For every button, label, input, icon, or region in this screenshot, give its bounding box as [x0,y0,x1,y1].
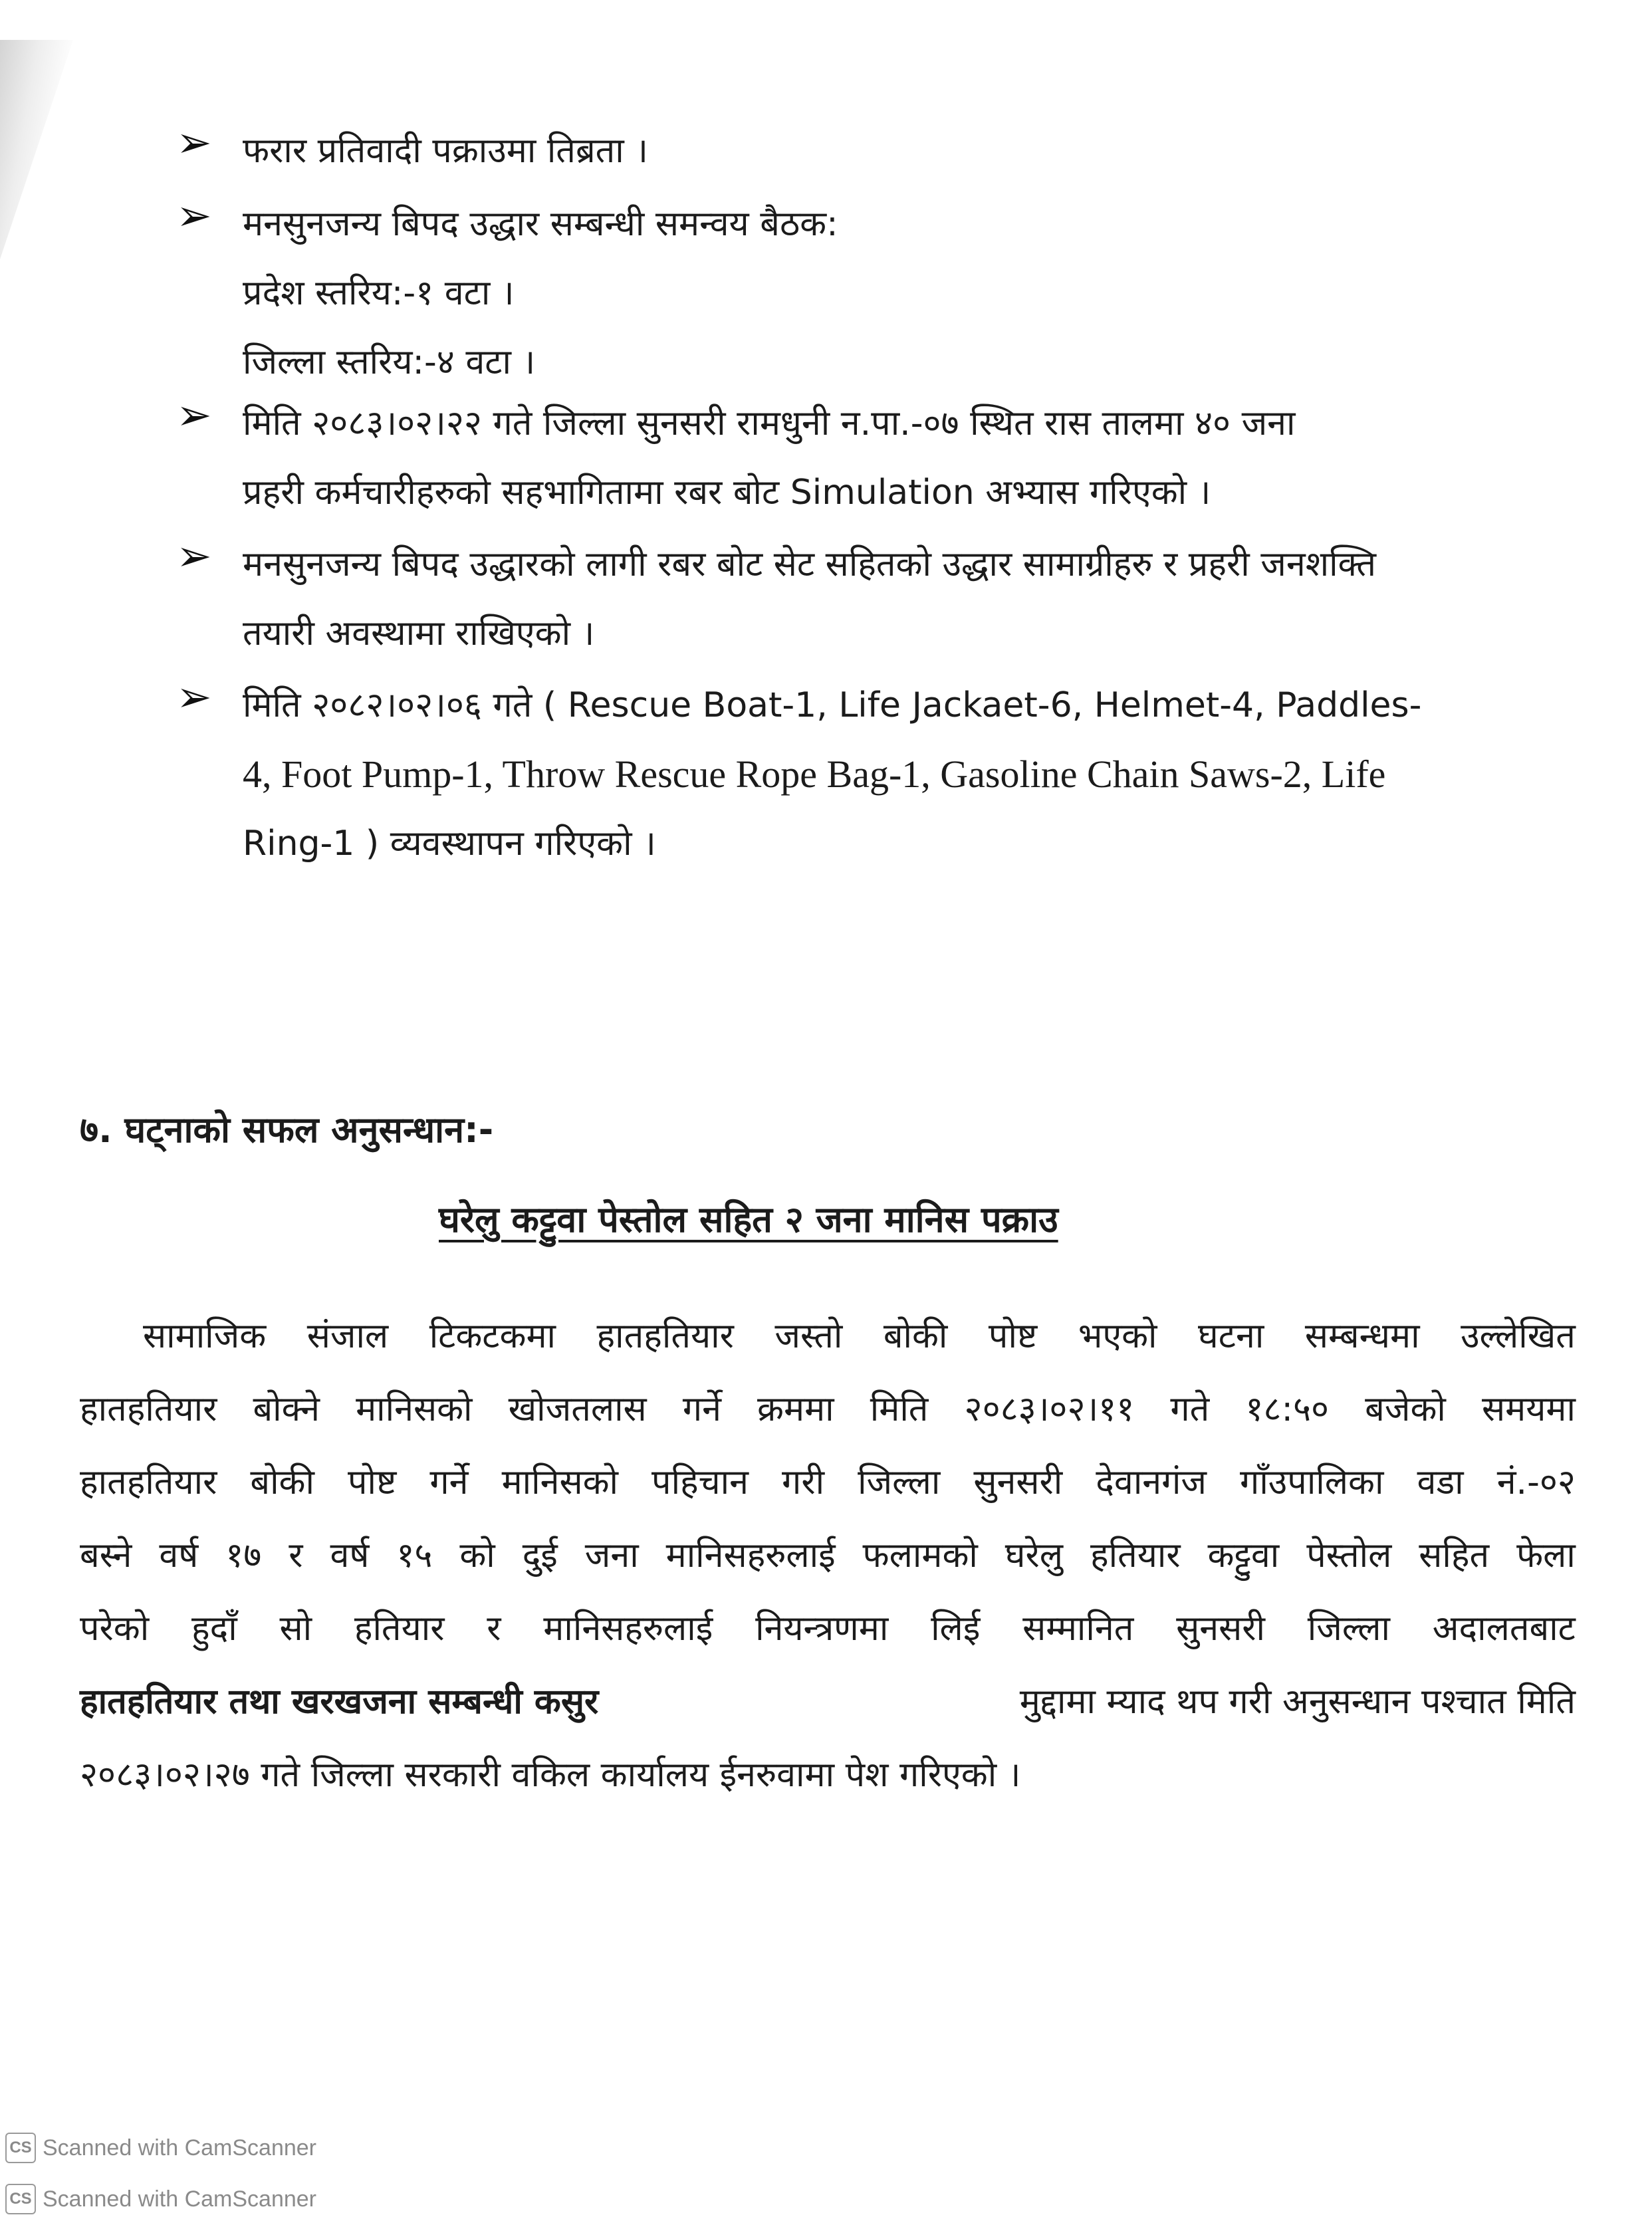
word: पोष्ट [988,1316,1038,1356]
bullet-line: प्रहरी कर्मचारीहरुको सहभागितामा रबर बोट Simulation अभ्यास गरिएको । [243,473,1211,513]
word: मानिसहरुलाई [543,1609,713,1649]
word: गरी [782,1463,825,1502]
arrow-bullet-icon: ➢ [176,191,212,241]
word: सुनसरी [1176,1609,1266,1649]
bold-offense-phrase: हातहतियार तथा खरखजना सम्बन्धी कसुर [80,1682,599,1722]
watermark-text: Scanned with CamScanner [43,2135,317,2161]
camscanner-logo-icon: CS [5,2184,36,2214]
word: हातहतियार [596,1316,734,1356]
word: १७ [225,1536,262,1576]
bullet-line: फरार प्रतिवादी पक्राउमा तिब्रता । [243,131,648,171]
word: गते [1170,1389,1210,1429]
word: फलामको [862,1536,978,1576]
word: भएको [1078,1316,1157,1356]
incident-subheading: घरेलु कट्टुवा पेस्तोल सहित २ जना मानिस पक्राउ [439,1199,1058,1240]
word: हातहतियार [80,1389,217,1429]
paragraph-line [80,1300,1576,1373]
word: बोक्ने [253,1389,320,1429]
word: समयमा [1481,1389,1576,1429]
word: गर्ने [682,1389,721,1429]
word: को [459,1536,495,1576]
word: मानिसको [356,1389,473,1429]
word: सो [279,1609,312,1649]
word: जस्तो [774,1316,843,1356]
bullet-line: प्रदेश स्तरिय:-१ वटा । [243,273,515,313]
bullet-item [170,189,1566,389]
bullet-line: मनसुनजन्य बिपद उद्धारको लागी रबर बोट सेट सहितको उद्धार सामाग्रीहरु र प्रहरी जनशक्ति [243,544,1377,584]
word: वर्ष [159,1536,199,1576]
word: मिति [870,1389,929,1429]
bullet-line: जिल्ला स्तरिय:-४ वटा । [243,342,536,382]
word: अदालतबाट [1432,1609,1576,1649]
word: १८:५० [1245,1389,1330,1429]
word: १५ [396,1536,433,1576]
word: सम्मानित [1022,1609,1134,1649]
word: वडा [1417,1463,1464,1502]
word: वर्ष [330,1536,370,1576]
word: बजेको [1365,1389,1446,1429]
bullet-item [170,530,1566,671]
paragraph-line-with-bold [80,1665,1576,1738]
bullet-line: मनसुनजन्य बिपद उद्धार सम्बन्धी समन्वय बैठक: [243,204,838,244]
word: जना [584,1536,639,1576]
bullet-list [170,116,1566,897]
word: सामाजिक [143,1316,267,1356]
page-fold-shadow [0,40,73,259]
bullet-item [170,116,1566,189]
word: र [289,1536,303,1576]
paragraph-line [80,1373,1576,1446]
word: पोष्ट [347,1463,397,1502]
bullet-item [170,671,1566,897]
watermark-text: Scanned with CamScanner [43,2186,317,2212]
camscanner-watermark [5,2133,316,2163]
word: जिल्ला [858,1463,941,1502]
word: बोकी [883,1316,948,1356]
word: हुदाँ [191,1609,237,1649]
paragraph-text: मुद्दामा म्याद थप गरी अनुसन्धान पश्चात मिति [1019,1682,1576,1722]
incident-paragraph [80,1300,1576,1812]
word: मानिसको [501,1463,619,1502]
paragraph-line [80,1446,1576,1519]
word: नं.-०२ [1496,1463,1576,1502]
word: २०८३।०२।११ [964,1389,1135,1429]
bullet-line: मिति २०८२।०२।०६ गते ( Rescue Boat-1, Life Jackaet-6, Helmet-4, Paddles- [243,685,1422,725]
word: जिल्ला [1307,1609,1391,1649]
word: बस्ने [80,1536,132,1576]
bullet-line: Ring-1 ) व्यवस्थापन गरिएको । [243,824,656,864]
word: क्रममा [757,1389,834,1429]
word: सम्बन्धमा [1304,1316,1420,1356]
arrow-bullet-icon: ➢ [176,118,212,168]
word: हतियार [1090,1536,1181,1576]
camscanner-logo-icon: CS [5,2133,36,2163]
word: पेस्तोल [1306,1536,1392,1576]
word: सहित [1419,1536,1490,1576]
word: लिई [931,1609,981,1649]
paragraph-line [80,1592,1576,1665]
word: उल्लेखित [1461,1316,1576,1356]
paragraph-line: २०८३।०२।२७ गते जिल्ला सरकारी वकिल कार्यालय ईनरुवामा पेश गरिएको । [80,1755,1021,1795]
word: सुनसरी [973,1463,1063,1502]
arrow-bullet-icon: ➢ [176,673,212,722]
word: टिकटकमा [429,1316,556,1356]
bullet-line: मिति २०८३।०२।२२ गते जिल्ला सुनसरी रामधुनी न.पा.-०७ स्थित रास तालमा ४० जना [243,404,1296,443]
word: गाँउपालिका [1240,1463,1384,1502]
word: दुई [522,1536,558,1576]
paragraph-line [80,1519,1576,1592]
bullet-line: 4, Foot Pump-1, Throw Rescue Rope Bag-1, Gasoline Chain Saws-2, Life [243,753,1386,796]
word: खोजतलास [508,1389,647,1429]
word: हातहतियार [80,1463,217,1502]
section-heading: ७. घट्नाको सफल अनुसन्धान:- [80,1109,494,1151]
word: कट्टुवा [1207,1536,1280,1576]
word: मानिसहरुलाई [665,1536,836,1576]
word: फेला [1516,1536,1576,1576]
camscanner-watermark [5,2184,316,2214]
bullet-line: तयारी अवस्थामा राखिएको । [243,614,595,653]
word: घटना [1198,1316,1264,1356]
word: देवानगंज [1096,1463,1207,1502]
word: पहिचान [651,1463,749,1502]
word: हतियार [354,1609,445,1649]
word: र [487,1609,501,1649]
word: परेको [80,1609,150,1649]
arrow-bullet-icon: ➢ [176,391,212,440]
word: गर्ने [429,1463,469,1502]
bullet-item [170,389,1566,530]
word: नियन्त्रणमा [755,1609,889,1649]
word: संजाल [306,1316,389,1356]
word: बोकी [250,1463,314,1502]
arrow-bullet-icon: ➢ [176,532,212,581]
word: घरेलु [1004,1536,1064,1576]
